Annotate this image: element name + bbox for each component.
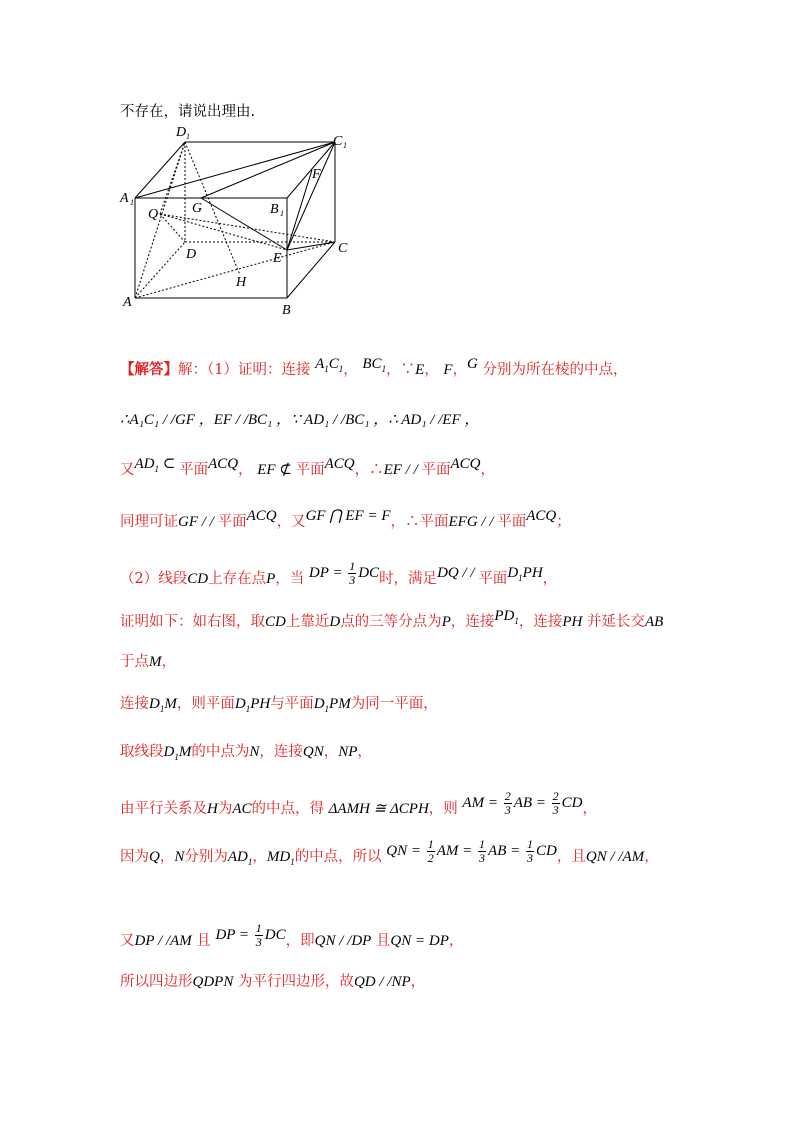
edge-e-f	[287, 170, 312, 250]
dash-a-d	[135, 242, 185, 298]
label-a: A	[123, 295, 132, 310]
label-d1: D	[176, 125, 187, 140]
edge-a1-c1	[135, 142, 335, 198]
edge-b1-c1	[287, 142, 335, 198]
label-c1: C	[333, 134, 343, 149]
edge-e-c1	[287, 142, 335, 250]
geometry-figure	[110, 120, 350, 320]
edge-a1-d1	[135, 142, 185, 198]
dash-q-c	[160, 214, 335, 242]
dash-q-e	[160, 214, 287, 250]
edge-b-c	[287, 242, 335, 298]
solution-line-2: ∴A₁C₁ / /GF ，EF / /BC₁ ，∵ AD₁ / /BC₁ ，∴ AD₁ / /EF ，	[120, 412, 480, 428]
solution-line-13: 所以四边形QDPN 为平行四边形，故QD / /NP，	[120, 974, 426, 990]
solution-line-8: 连接$D_1M$，则平面$D_1PH$与平面$D_1PM$为同一平面，	[120, 696, 438, 714]
intro-text: 不存在，请说出理由.	[120, 104, 256, 120]
svg-text:1: 1	[130, 198, 134, 207]
label-q: Q	[148, 207, 159, 222]
svg-text:1: 1	[280, 209, 284, 218]
label-b1: B	[270, 202, 279, 217]
dash-q-d1	[160, 142, 185, 214]
solution-line-10: 由平行关系及H为AC的中点，得 ΔAMH ≅ ΔCPH，则 AM = $\frac{2}{3}$ AB = $\frac{2}{3}$ CD，	[120, 789, 597, 817]
label-d: D	[186, 247, 197, 262]
solution-line-7: 于点M，	[120, 654, 176, 670]
dash-a-d1	[135, 142, 185, 298]
label-h: H	[236, 275, 247, 290]
edge-e-c	[287, 242, 335, 250]
label-a1: A	[120, 191, 129, 206]
solution-line-6: 证明如下：如右图，取CD上靠近D点的三等分点为P，连接$PD_1$，连接PH 并延长交AB	[120, 608, 664, 630]
svg-text:1: 1	[186, 132, 190, 141]
label-c: C	[338, 241, 348, 256]
dash-a-c	[135, 242, 335, 298]
label-e: E	[273, 251, 282, 266]
solution-line-3: 又$AD_1$ ⊂ 平面ACQ， EF ⊄ 平面ACQ，∴EF / / 平面ACQ，	[120, 456, 496, 478]
svg-text:1: 1	[343, 141, 347, 150]
solution-line-9: 取线段$D_1M$的中点为N，连接QN，NP，	[120, 744, 372, 762]
dash-q-d	[160, 214, 185, 242]
solution-line-4: 同理可证GF / / 平面ACQ，又GF ⋂ EF = F，∴平面EFG / / 平面ACQ；	[120, 508, 571, 530]
solution-line-5: （2）线段CD上存在点P，当 DP = $\frac{1}{3}$ DC时，满足DQ / / 平面$D_1PH$，	[120, 559, 558, 587]
label-b: B	[282, 303, 291, 318]
solution-line-11: 因为Q，N分别为$AD_1$，$MD_1$的中点，所以 QN = $\frac{1}{2}$ AM = $\frac{1}{3}$ AB = $\frac{1}{3}$ CD，且QN / /AM，	[120, 837, 659, 867]
solution-line-1: 【解答】解：（1）证明：连接 $A_1C_1$， $BC_1$，∵E， F，G 分别为所在棱的中点，	[120, 356, 628, 378]
label-f: F	[312, 167, 321, 182]
solution-line-12: 又DP / /AM 且 DP = $\frac{1}{3}$ DC，即QN / /DP 且QN = DP，	[120, 921, 464, 949]
label-g: G	[192, 201, 203, 216]
